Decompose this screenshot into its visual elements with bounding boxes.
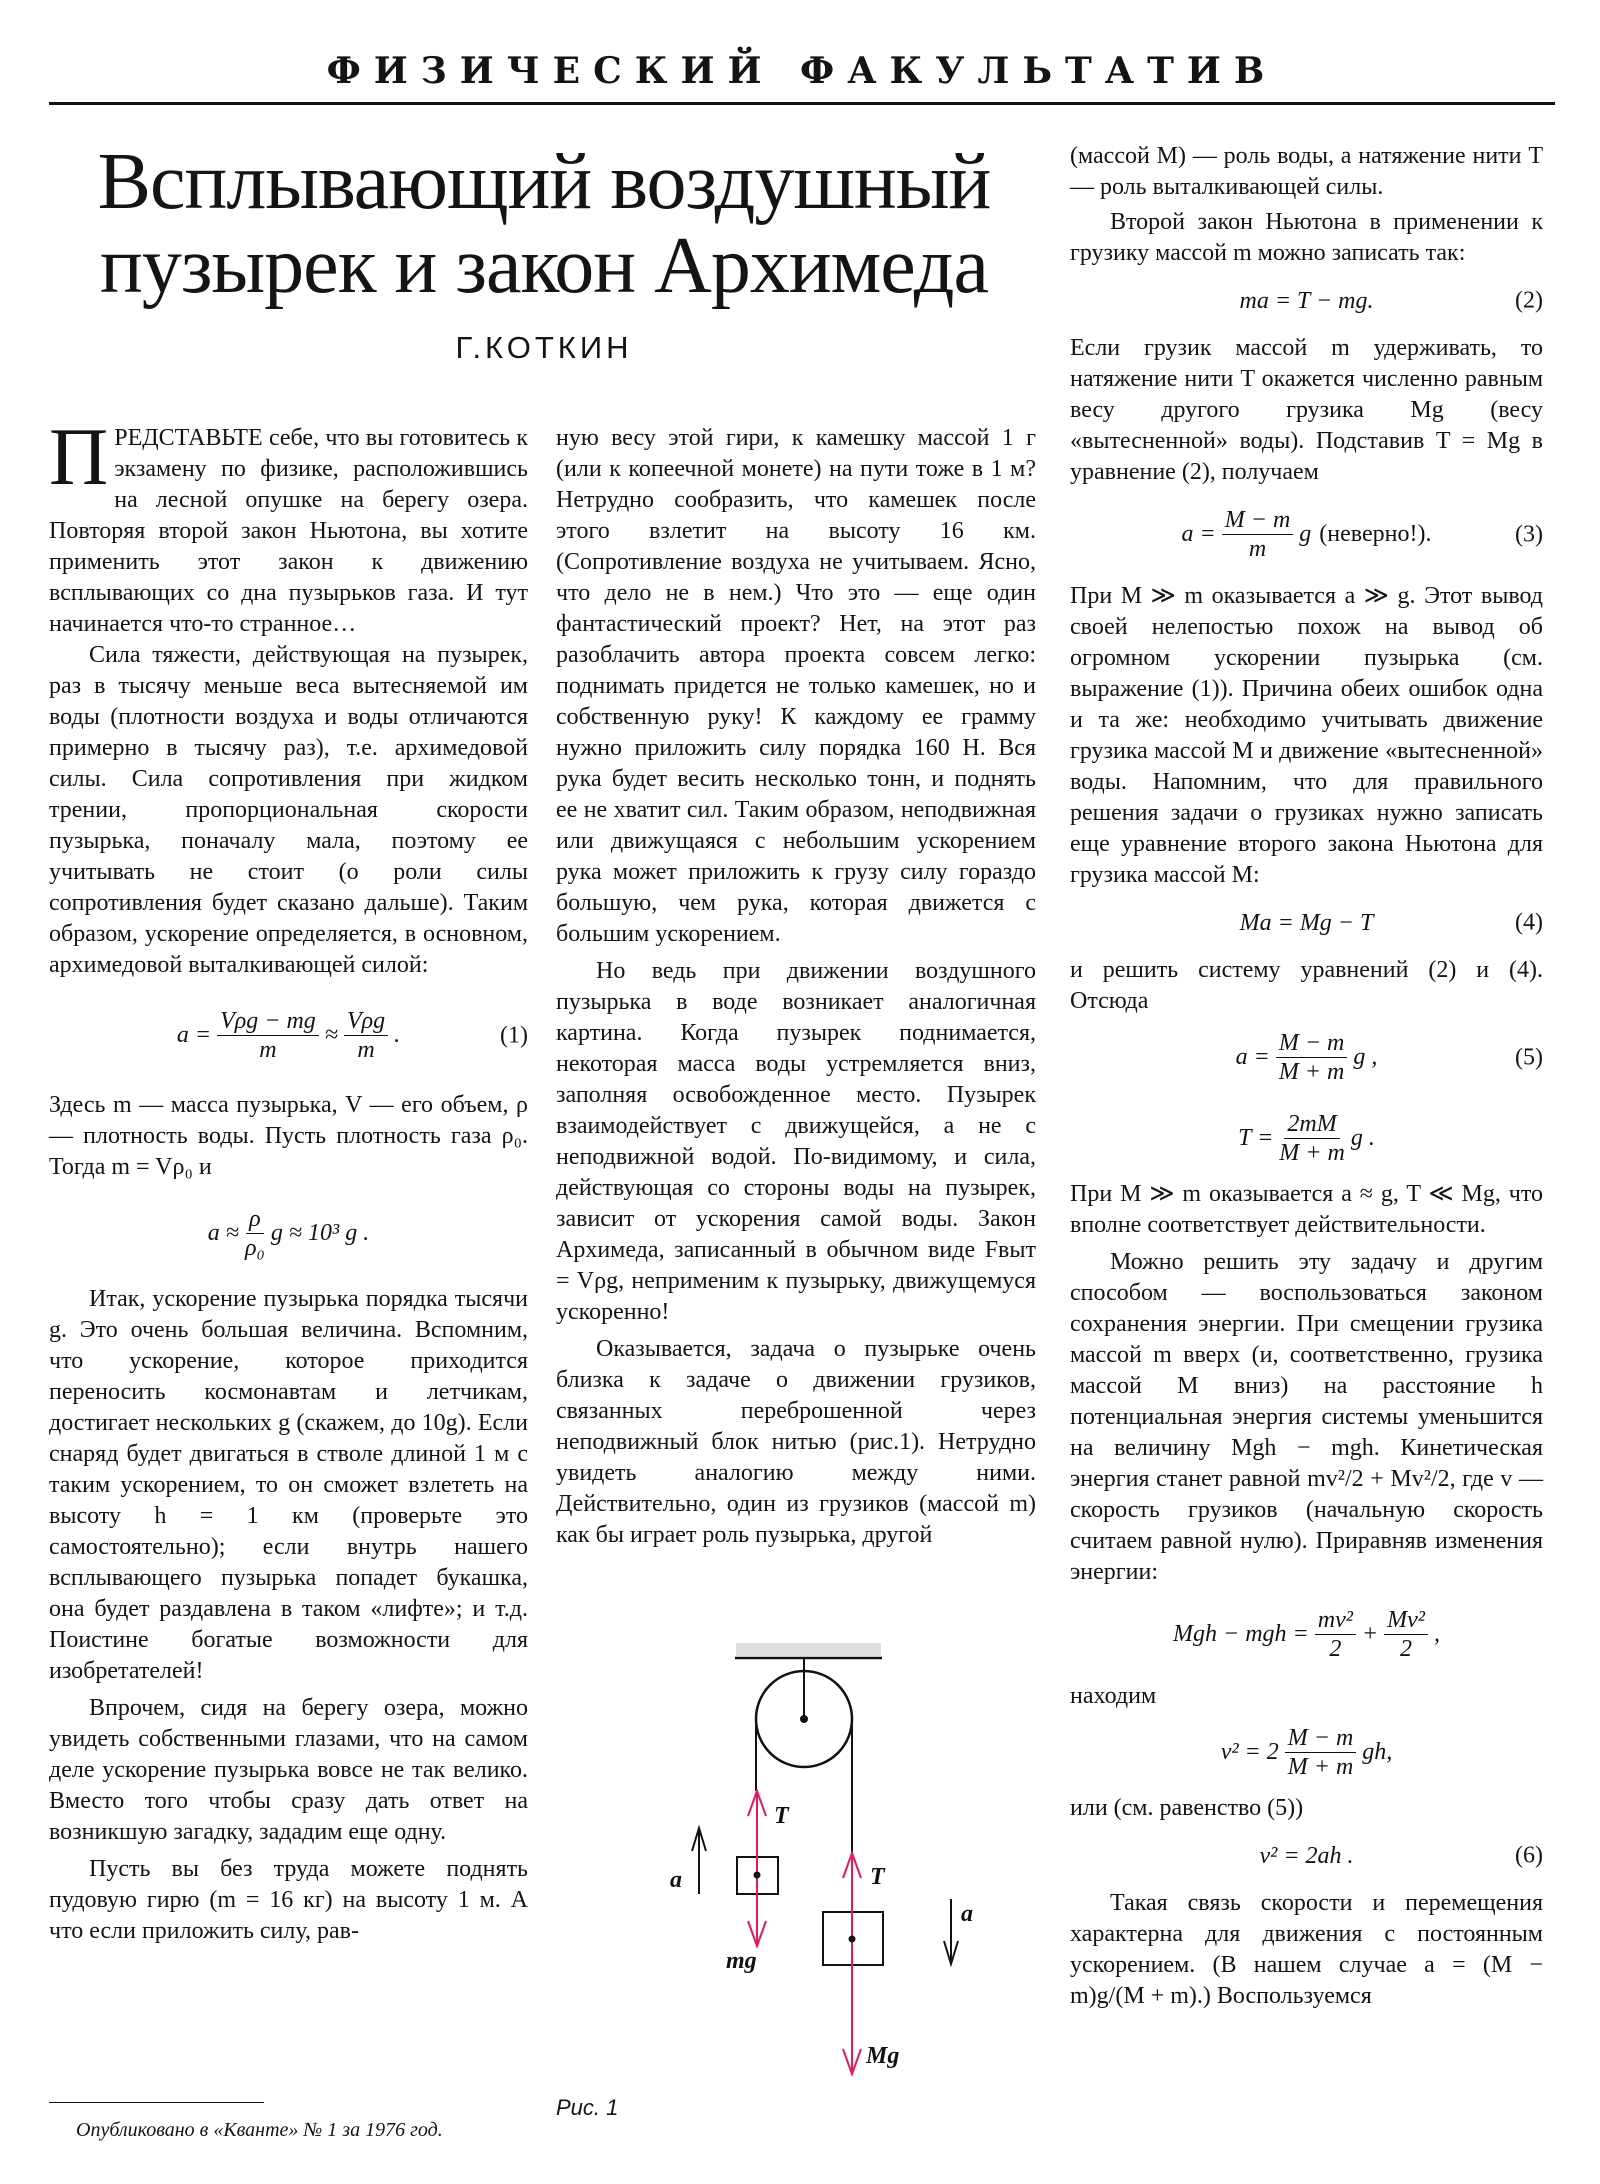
footnote-block: [49, 2072, 528, 2144]
numerator: M − m: [1222, 506, 1294, 535]
eq-body: v² = 2ah .: [1259, 1842, 1354, 1869]
eq-tail: g ,: [1353, 1044, 1378, 1070]
eq-lhs: a =: [1181, 521, 1216, 547]
equation-rho: [49, 1205, 528, 1262]
eq-body: ma = T − mg.: [1239, 287, 1374, 314]
eq-lhs: a =: [176, 1022, 212, 1048]
denominator: M + m: [1278, 1059, 1345, 1085]
eq-body: Ma = Mg − T: [1239, 909, 1374, 936]
fraction: [1279, 1110, 1345, 1167]
eq-tail: ,: [1433, 1621, 1440, 1647]
fraction: [1285, 1724, 1357, 1781]
paragraph: [49, 411, 528, 640]
eq-tail: g: [1299, 521, 1312, 547]
eq-op: +: [1361, 1621, 1379, 1647]
eq-tail: g .: [1350, 1125, 1375, 1151]
eq-lhs: T =: [1238, 1125, 1274, 1151]
fraction: [245, 1205, 265, 1262]
fraction: [217, 1007, 319, 1064]
paragraph: Впрочем, сидя на берегу озера, можно увидеть собственными глазами, что на самом деле ускорение пузырька вовсе не так велико. Вместо того чтобы сразу дать ответ на возникшую загадку, зададим еще одну.: [49, 1695, 528, 1845]
drop-cap: П: [49, 411, 109, 502]
denominator: M + m: [1287, 1754, 1354, 1780]
small-weight-center: [754, 1872, 761, 1879]
denominator: m: [357, 1037, 375, 1063]
numerator: mv²: [1315, 1606, 1356, 1635]
paragraph: Второй закон Ньютона в применении к грузику массой m можно записать так:: [1070, 209, 1543, 266]
label-T1: T: [774, 1803, 789, 1829]
footnote: Опубликовано в «Кванте» № 1 за 1976 год.: [76, 2119, 443, 2141]
paragraph: Такая связь скорости и перемещения характерна для движения с постоянным ускорением. (В нашем случае a = (M − m)g/(M + m).) Воспользуемся: [1070, 1890, 1543, 2009]
equation-number: (1): [500, 1022, 528, 1048]
eq-tail: gh,: [1362, 1739, 1393, 1765]
eq-op: ≈: [324, 1022, 338, 1048]
numerator: ρ: [246, 1205, 264, 1234]
equation-energy: [1070, 1606, 1543, 1663]
paragraph-text: РЕДСТАВЬТЕ себе, что вы готовитесь к экзамену по физике, расположившись на лесной опушке на берегу озера. Повторяя второй закон Ньютона, вы хотите применить этот закон к движению всплывающих со дна пузырьков газа. И тут начинается что-то странное…: [49, 425, 528, 637]
eq-tail: .: [394, 1022, 401, 1048]
equation-velocity: [1070, 1724, 1543, 1781]
denominator: 2: [1400, 1636, 1413, 1662]
column-3: [1070, 141, 1543, 2012]
paragraph: Итак, ускорение пузырька порядка тысячи g. Это очень большая величина. Вспомним, что ускорение, которое приходится переносить космонавтам и летчикам, достигает нескольких g (скажем, до 10g). Если снаряд будет двигаться в стволе длиной 1 м с таким ускорением, то он сможет взлететь на высоту h = 1 км (проверьте это самостоятельно); если внутрь нашего всплывающего пузырька попадет букашка, она будет раздавлена в таком «лифте»; и т.д. Поистине богатые возможности для изобретателей!: [49, 1286, 528, 1684]
paragraph: При M ≫ m оказывается a ≈ g, T ≪ Mg, что вполне соответствует действительности.: [1070, 1181, 1543, 1238]
paragraph: Если грузик массой m удерживать, то натяжение нити T окажется численно равным весу другого грузика Mg (весу «вытесненной» воды). Подставив T = Mg в уравнение (2), получаем: [1070, 335, 1543, 485]
fraction: [1384, 1606, 1428, 1663]
eq-lhs: v² = 2: [1220, 1739, 1279, 1765]
equation-1: [49, 1007, 528, 1064]
paragraph: находим: [1070, 1683, 1157, 1709]
article-title: [49, 140, 1039, 308]
denominator: m: [259, 1037, 277, 1063]
figure-1: [556, 1591, 1036, 2121]
equation-number: (5): [1515, 1044, 1543, 1070]
paragraph: ную весу этой гири, к камешку массой 1 г (или к копеечной монете) на пути тоже в 1 м? Нетрудно сообразить, что камешек после этого взлетит на высоту 16 км. (Сопротивление воздуха не учитываем. Ясно, что дело не в нем.) Что это — еще один фантастический проект? Нет, на этот раз разоблачить автора проекта совсем легко: поднимать придется не только камешек, но и собственную руку! К каждому ее грамму нужно приложить силу порядка 160 Н. Вся рука будет весить несколько тонн, и поднять ее не хватит сил. Таким образом, неподвижная или движущаяся с небольшим ускорением рука может приложить к грузу силу гораздо большую, чем рука, которая движется с большим ускорением.: [556, 425, 1036, 947]
equation-4: [1070, 903, 1543, 943]
fraction: [1315, 1606, 1356, 1663]
equation-3: [1070, 506, 1543, 563]
equation-number: (6): [1515, 1842, 1543, 1869]
numerator: Mv²: [1384, 1606, 1428, 1635]
large-weight-center: [849, 1936, 856, 1943]
column-1: [49, 411, 528, 2143]
denominator: m: [1248, 536, 1267, 562]
equation-number: (4): [1515, 909, 1543, 936]
numerator: M − m: [1276, 1029, 1348, 1058]
section-header: ФИЗИЧЕСКИЙ ФАКУЛЬТАТИВ: [326, 50, 1278, 92]
pulley-axle: [800, 1715, 808, 1723]
label-Mg: Mg: [866, 2043, 900, 2069]
label-T2: T: [870, 1864, 885, 1890]
paragraph: Здесь m — масса пузырька, V — его объем, ρ — плотность воды. Пусть плотность газа ρ₀. Тогда m = Vρ₀ и: [49, 1092, 528, 1180]
paragraph: и решить систему уравнений (2) и (4). Отсюда: [1070, 957, 1543, 1014]
eq-lhs: a =: [1235, 1044, 1270, 1070]
denominator: ρ₀: [244, 1235, 265, 1261]
title-line-2: пузырек и закон Архимеда: [100, 222, 988, 310]
paragraph: При M ≫ m оказывается a ≫ g. Этот вывод своей нелепостью похож на вывод об огромном ускорении пузырька (см. выражение (1)). Причина обеих ошибок одна и та же: необходимо учитывать движение грузика массой M и движение «вытесненной» воды. Напомним, что для правильного решения задачи о грузиках нужно записать еще уравнение второго закона Ньютона для грузика массой M:: [1070, 583, 1544, 888]
fraction: [1276, 1029, 1348, 1086]
tension-arrow-large: [843, 1853, 861, 1939]
gravity-arrow-large: [843, 1939, 861, 2074]
numerator: Vρg − mg: [217, 1007, 319, 1036]
numerator: 2mM: [1284, 1110, 1339, 1139]
paragraph: Сила тяжести, действующая на пузырек, раз в тысячу меньше веса вытесняемой им воды (плотности воздуха и воды отличаются примерно в тысячу раз), т.е. архимедовой силы. Сила сопротивления при жидком трении, пропорциональная скорости пузырька, поначалу мала, поэтому ее учитывать не стоит (о роли силы сопротивления будет сказано дальше). Таким образом, ускорение определяется, в основном, архимедовой выталкивающей силой:: [49, 642, 528, 978]
title-line-1: Всплывающий воздушный: [97, 138, 991, 226]
paragraph: (массой M) — роль воды, а натяжение нити T — роль выталкивающей силы.: [1070, 143, 1543, 200]
label-a1: a: [670, 1867, 682, 1893]
label-mg: mg: [726, 1948, 757, 1974]
equation-2: [1070, 281, 1543, 321]
accel-up-arrow: [692, 1828, 706, 1894]
equation-T: [1070, 1110, 1543, 1167]
numerator: Vρg: [344, 1007, 388, 1036]
equation-6: [1070, 1836, 1543, 1876]
ceiling-hatch: [736, 1643, 881, 1656]
paragraph: или (см. равенство (5)): [1070, 1795, 1304, 1821]
eq-note: (неверно!).: [1319, 521, 1432, 547]
footnote-rule: [49, 2102, 264, 2104]
tension-arrow-small: [748, 1791, 766, 1875]
denominator: M + m: [1279, 1140, 1345, 1166]
denominator: 2: [1329, 1636, 1342, 1662]
header-rule: [49, 102, 1555, 105]
gravity-arrow-small: [748, 1875, 766, 1946]
eq-lhs: a ≈: [207, 1220, 239, 1246]
figure-caption: Рис. 1: [556, 2095, 619, 2120]
equation-number: (2): [1515, 287, 1543, 314]
fraction: [1222, 506, 1294, 563]
author: Г.КОТКИН: [455, 330, 633, 365]
numerator: M − m: [1285, 1724, 1357, 1753]
label-a2: a: [961, 1901, 973, 1927]
eq-tail: g ≈ 10³ g .: [270, 1220, 370, 1246]
eq-lhs: Mgh − mgh =: [1173, 1621, 1309, 1647]
equation-5: [1070, 1029, 1543, 1086]
fraction: [344, 1007, 388, 1064]
paragraph: Пусть вы без труда можете поднять пудовую гирю (m = 16 кг) на высоту 1 м. А что если приложить силу, рав-: [49, 1856, 528, 1944]
paragraph: Можно решить эту задачу и другим способом — воспользоваться законом сохранения энергии. При смещении грузика массой m вверх (и, соответственно, грузика массой M вниз) на расстояние h потенциальная энергия системы уменьшится на величину Mgh − mgh. Кинетическая энергия станет равной mv²/2 + Mv²/2, где v — скорость грузиков (начальную скорость считаем равной нулю). Приравняв изменения энергии:: [1070, 1249, 1543, 1585]
column-2: [556, 423, 1036, 2121]
accel-down-arrow: [944, 1899, 958, 1964]
paragraph: Но ведь при движении воздушного пузырька в воде возникает аналогичная картина. Когда пузырек поднимается, некоторая масса воды устремляется вниз, заполняя освобожденное место. Пузырек взаимодействует с движущейся, а не с неподвижной водой. По-видимому, и сила, действующая со стороны воды на пузырек, зависит от ускорения самой воды. Закон Архимеда, записанный в обычном виде Fвыт = Vρg, неприменим к пузырьку, движущемуся ускоренно!: [556, 958, 1036, 1325]
pulley-diagram: [556, 1591, 1016, 2091]
paragraph: Оказывается, задача о пузырьке очень близка к задаче о движении грузиков, связанных переброшенной через неподвижный блок нитью (рис.1). Нетрудно увидеть аналогию между ними. Действительно, один из грузиков (массой m) как бы играет роль пузырька, другой: [556, 1336, 1036, 1548]
equation-number: (3): [1515, 521, 1543, 547]
